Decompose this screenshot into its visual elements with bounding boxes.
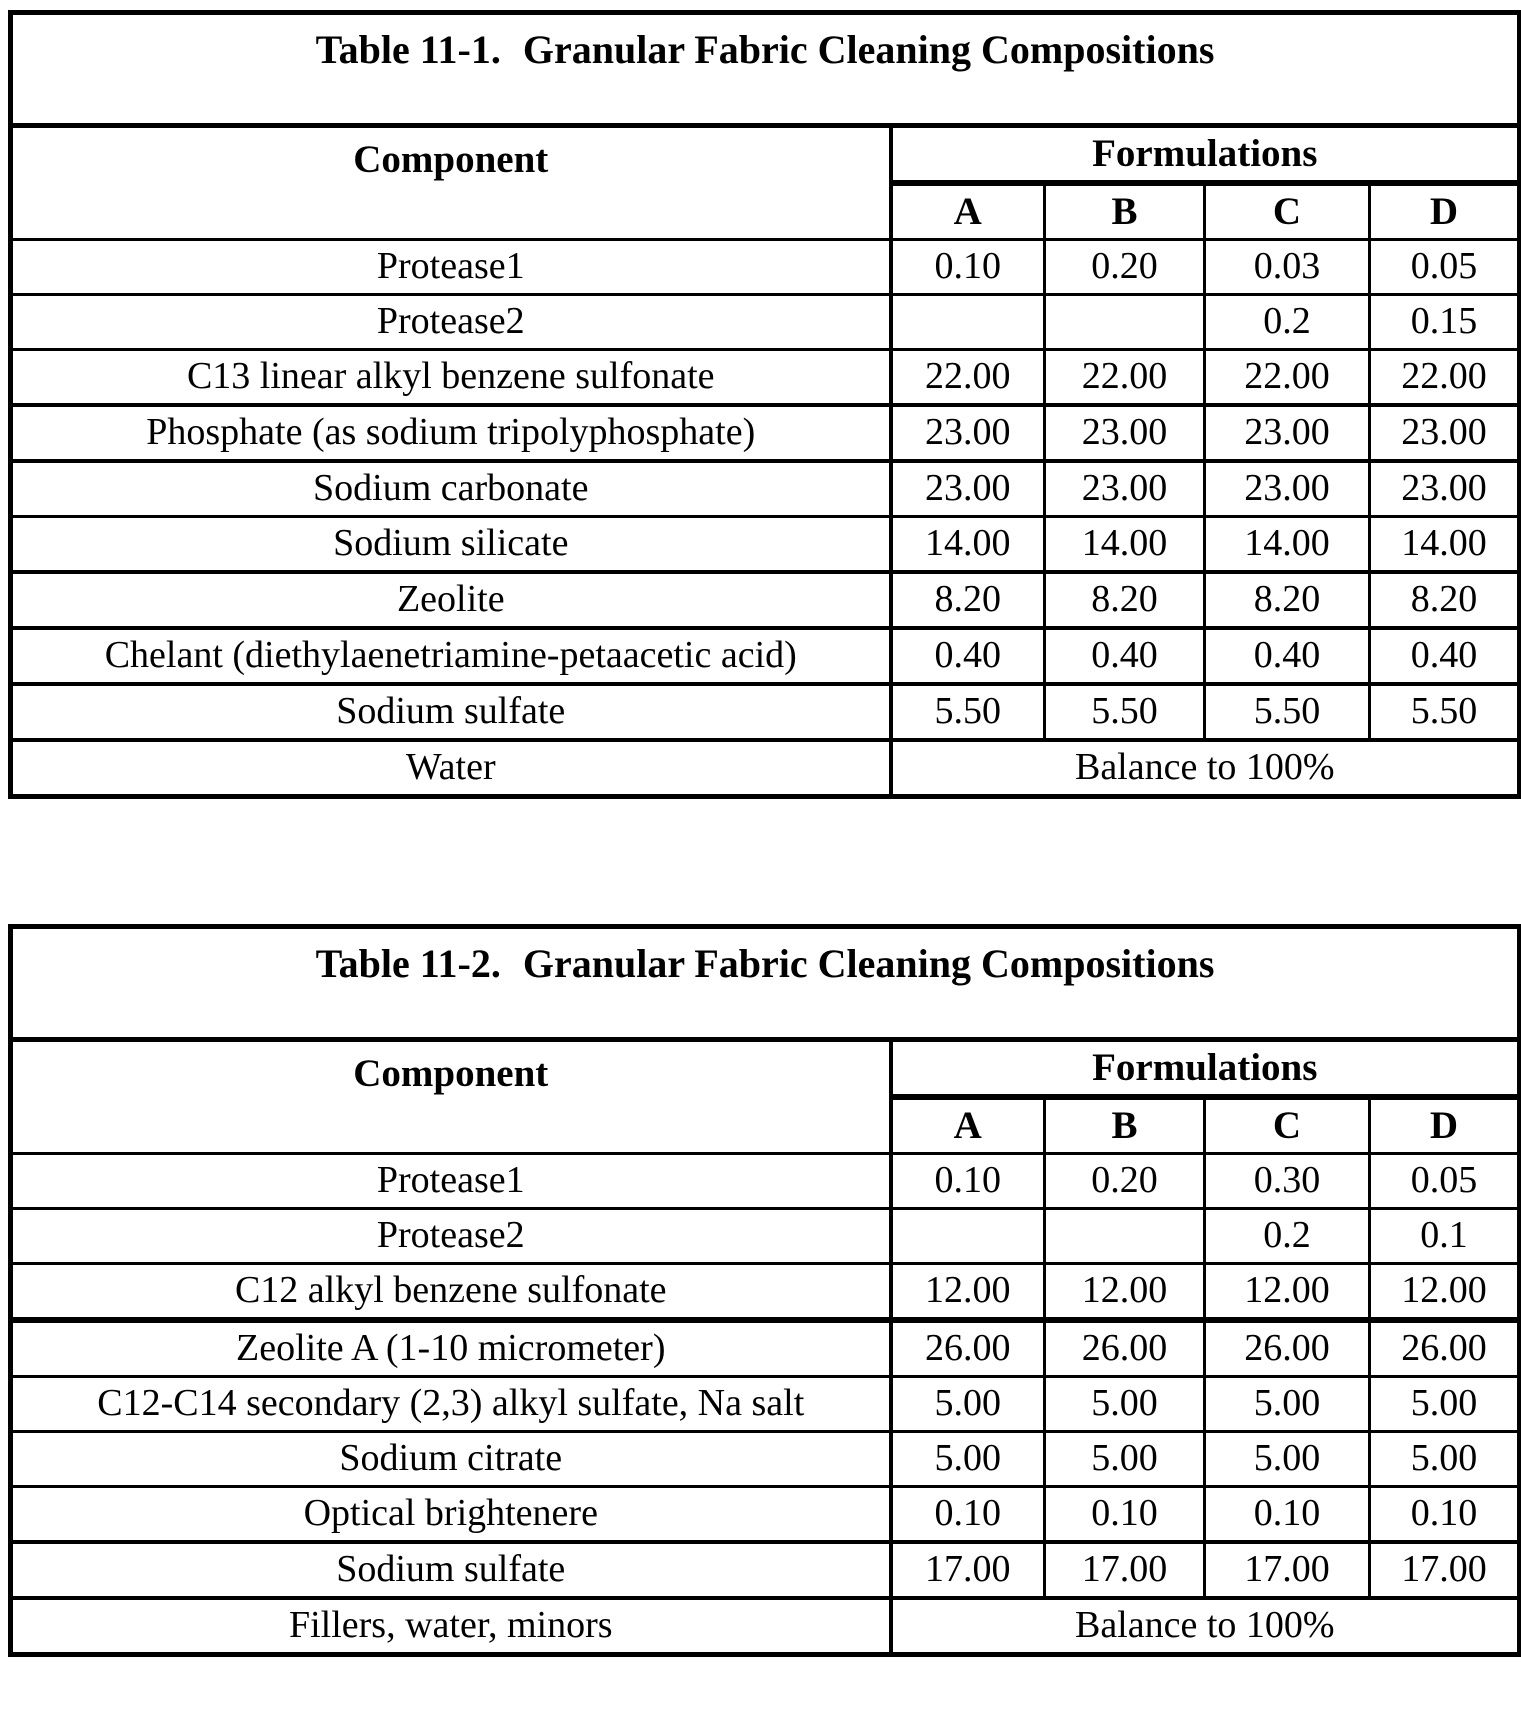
value-cell: 0.40 <box>1205 628 1370 684</box>
table-row <box>11 1598 1520 1655</box>
component-cell: Sodium citrate <box>11 1432 891 1487</box>
table-row <box>11 1320 1520 1377</box>
table-title-heading: Granular Fabric Cleaning Compositions <box>522 941 1215 986</box>
value-cell: 0.20 <box>1045 240 1205 295</box>
value-cell: 12.00 <box>891 1264 1045 1321</box>
value-cell: 5.00 <box>1045 1432 1205 1487</box>
value-cell: 0.10 <box>891 1487 1045 1543</box>
column-header-d: D <box>1370 1097 1520 1154</box>
value-cell: 23.00 <box>1045 405 1205 461</box>
table-body <box>11 1154 1520 1655</box>
value-cell: 0.1 <box>1370 1209 1520 1264</box>
value-cell: 17.00 <box>1205 1542 1370 1598</box>
component-cell: Sodium sulfate <box>11 1542 891 1598</box>
value-cell: 0.10 <box>891 1154 1045 1209</box>
component-cell: Zeolite A (1-10 micrometer) <box>11 1320 891 1377</box>
table-11-1 <box>8 10 1521 799</box>
formulations-group-header: Formulations <box>891 1040 1520 1098</box>
column-header-b: B <box>1045 183 1205 240</box>
value-cell: 23.00 <box>1370 405 1520 461</box>
table-row <box>11 1154 1520 1209</box>
value-cell <box>1045 295 1205 350</box>
value-cell <box>891 1209 1045 1264</box>
value-cell: 5.50 <box>1370 684 1520 740</box>
table-row <box>11 628 1520 684</box>
value-cell: 8.20 <box>1045 572 1205 628</box>
value-cell <box>891 295 1045 350</box>
value-cell: 26.00 <box>891 1320 1045 1377</box>
value-cell: 17.00 <box>1045 1542 1205 1598</box>
table-row <box>11 295 1520 350</box>
table-title <box>11 13 1520 126</box>
balance-cell: Balance to 100% <box>891 1598 1520 1655</box>
column-header-a: A <box>891 1097 1045 1154</box>
component-cell: Protease2 <box>11 295 891 350</box>
table-title <box>11 927 1520 1040</box>
component-cell: C12 alkyl benzene sulfonate <box>11 1264 891 1321</box>
value-cell: 0.30 <box>1205 1154 1370 1209</box>
value-cell: 0.10 <box>891 240 1045 295</box>
value-cell: 0.40 <box>1045 628 1205 684</box>
value-cell: 5.00 <box>1370 1432 1520 1487</box>
table-row <box>11 350 1520 406</box>
table-row <box>11 461 1520 517</box>
value-cell: 26.00 <box>1045 1320 1205 1377</box>
value-cell: 12.00 <box>1370 1264 1520 1321</box>
table-title-row <box>11 13 1520 126</box>
component-cell: Phosphate (as sodium tripolyphosphate) <box>11 405 891 461</box>
value-cell: 22.00 <box>1370 350 1520 406</box>
column-header-c: C <box>1205 1097 1370 1154</box>
component-cell: Water <box>11 740 891 797</box>
value-cell: 22.00 <box>891 350 1045 406</box>
value-cell: 5.00 <box>891 1377 1045 1432</box>
table-row <box>11 1209 1520 1264</box>
component-cell: C12-C14 secondary (2,3) alkyl sulfate, Na salt <box>11 1377 891 1432</box>
value-cell: 5.00 <box>1045 1377 1205 1432</box>
table-title-label: Table 11-2. <box>315 941 501 986</box>
value-cell: 12.00 <box>1205 1264 1370 1321</box>
value-cell: 0.40 <box>891 628 1045 684</box>
value-cell: 8.20 <box>891 572 1045 628</box>
column-header-c: C <box>1205 183 1370 240</box>
table-title-heading: Granular Fabric Cleaning Compositions <box>522 27 1215 72</box>
value-cell: 5.00 <box>891 1432 1045 1487</box>
value-cell: 23.00 <box>1370 461 1520 517</box>
value-cell: 22.00 <box>1205 350 1370 406</box>
component-cell: Protease1 <box>11 1154 891 1209</box>
component-cell: C13 linear alkyl benzene sulfonate <box>11 350 891 406</box>
table-row <box>11 1542 1520 1598</box>
table-11-2 <box>8 924 1521 1657</box>
value-cell: 23.00 <box>1205 461 1370 517</box>
value-cell: 8.20 <box>1205 572 1370 628</box>
balance-cell: Balance to 100% <box>891 740 1520 797</box>
value-cell: 0.05 <box>1370 1154 1520 1209</box>
value-cell: 0.03 <box>1205 240 1370 295</box>
table-row <box>11 240 1520 295</box>
table-row <box>11 517 1520 573</box>
component-cell: Fillers, water, minors <box>11 1598 891 1655</box>
table-body <box>11 240 1520 797</box>
value-cell: 17.00 <box>1370 1542 1520 1598</box>
value-cell: 26.00 <box>1370 1320 1520 1377</box>
value-cell: 23.00 <box>1045 461 1205 517</box>
value-cell: 0.10 <box>1370 1487 1520 1543</box>
component-cell: Optical brightenere <box>11 1487 891 1543</box>
component-cell: Sodium sulfate <box>11 684 891 740</box>
table-row <box>11 740 1520 797</box>
component-column-header: Component <box>11 1040 891 1154</box>
table-title-label: Table 11-1. <box>315 27 501 72</box>
value-cell: 23.00 <box>1205 405 1370 461</box>
value-cell: 14.00 <box>1205 517 1370 573</box>
table-row <box>11 1264 1520 1321</box>
value-cell: 17.00 <box>891 1542 1045 1598</box>
header-row-groups <box>11 1040 1520 1098</box>
table-row <box>11 1432 1520 1487</box>
column-header-d: D <box>1370 183 1520 240</box>
component-column-header: Component <box>11 126 891 240</box>
value-cell: 5.00 <box>1205 1432 1370 1487</box>
value-cell: 5.50 <box>1205 684 1370 740</box>
component-cell: Protease1 <box>11 240 891 295</box>
value-cell: 23.00 <box>891 461 1045 517</box>
value-cell: 0.40 <box>1370 628 1520 684</box>
column-header-a: A <box>891 183 1045 240</box>
table-row <box>11 684 1520 740</box>
table-row <box>11 572 1520 628</box>
formulations-group-header: Formulations <box>891 126 1520 184</box>
value-cell <box>1045 1209 1205 1264</box>
component-cell: Sodium carbonate <box>11 461 891 517</box>
value-cell: 5.00 <box>1370 1377 1520 1432</box>
component-cell: Protease2 <box>11 1209 891 1264</box>
value-cell: 8.20 <box>1370 572 1520 628</box>
value-cell: 5.50 <box>891 684 1045 740</box>
value-cell: 0.10 <box>1205 1487 1370 1543</box>
table-row <box>11 1377 1520 1432</box>
value-cell: 0.2 <box>1205 295 1370 350</box>
value-cell: 0.15 <box>1370 295 1520 350</box>
component-cell: Chelant (diethylaenetriamine-petaacetic acid) <box>11 628 891 684</box>
value-cell: 0.2 <box>1205 1209 1370 1264</box>
value-cell: 14.00 <box>1045 517 1205 573</box>
table-row <box>11 405 1520 461</box>
value-cell: 14.00 <box>891 517 1045 573</box>
column-header-b: B <box>1045 1097 1205 1154</box>
value-cell: 5.50 <box>1045 684 1205 740</box>
table-title-row <box>11 927 1520 1040</box>
table-row <box>11 1487 1520 1543</box>
value-cell: 23.00 <box>891 405 1045 461</box>
value-cell: 0.10 <box>1045 1487 1205 1543</box>
header-row-groups <box>11 126 1520 184</box>
value-cell: 0.05 <box>1370 240 1520 295</box>
value-cell: 26.00 <box>1205 1320 1370 1377</box>
value-cell: 22.00 <box>1045 350 1205 406</box>
value-cell: 0.20 <box>1045 1154 1205 1209</box>
value-cell: 12.00 <box>1045 1264 1205 1321</box>
component-cell: Sodium silicate <box>11 517 891 573</box>
value-cell: 5.00 <box>1205 1377 1370 1432</box>
value-cell: 14.00 <box>1370 517 1520 573</box>
component-cell: Zeolite <box>11 572 891 628</box>
